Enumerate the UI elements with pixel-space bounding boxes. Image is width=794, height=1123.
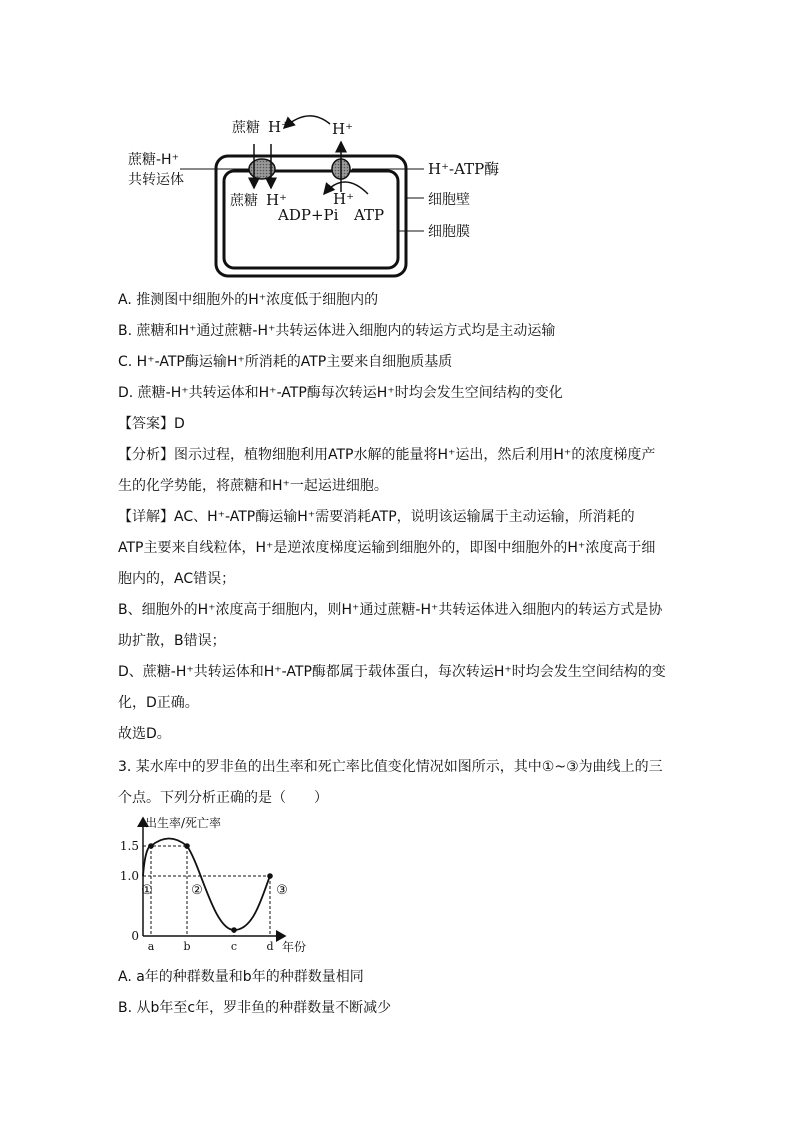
y-tick-label: 1.0 bbox=[119, 869, 139, 883]
q2-conclusion: 故选D。 bbox=[118, 726, 171, 742]
ratio-chart bbox=[115, 812, 315, 960]
label-adp: ADP+Pi bbox=[278, 206, 339, 224]
q2-detail-line-6: D、蔗糖-H⁺共转运体和H⁺-ATP酶都属于载体蛋白，每次转运H⁺时均会发生空间结构的变 bbox=[118, 664, 666, 680]
q2-analysis-line-2: 生的化学势能，将蔗糖和H⁺一起运进细胞。 bbox=[118, 478, 388, 494]
label-h-top: H⁺ bbox=[332, 120, 353, 138]
label-cotransporter-1: 蔗糖-H⁺ bbox=[128, 152, 179, 168]
x-tick-label: c bbox=[230, 940, 238, 953]
q2-detail-line-2: ATP主要来自线粒体，H⁺是逆浓度梯度运输到细胞外的，即图中细胞外的H⁺浓度高于细 bbox=[118, 540, 656, 556]
q2-option-c: C. H⁺-ATP酶运输H⁺所消耗的ATP主要来自细胞质基质 bbox=[118, 354, 453, 370]
point-marker-3: ③ bbox=[276, 883, 288, 898]
ratio-curve bbox=[143, 839, 270, 931]
label-cotransporter-2: 共转运体 bbox=[128, 172, 184, 188]
h-cycle-arrow bbox=[284, 116, 330, 128]
data-point-d bbox=[267, 873, 273, 879]
q2-option-a: A. 推测图中细胞外的H⁺浓度低于细胞内的 bbox=[118, 292, 379, 308]
x-tick-label: d bbox=[266, 940, 274, 953]
transport-diagram-svg bbox=[118, 112, 538, 287]
point-marker-1: ① bbox=[141, 883, 153, 898]
q2-detail-line-3: 胞内的，AC错误； bbox=[118, 571, 236, 587]
label-h-inner: H⁺ bbox=[333, 190, 354, 208]
x-axis-label: 年份 bbox=[282, 940, 307, 954]
ratio-chart-svg bbox=[115, 812, 315, 960]
q3-stem-line-2: 个点。下列分析正确的是（ ） bbox=[118, 790, 328, 806]
label-membrane: 细胞膜 bbox=[428, 224, 470, 240]
y-tick-label: 1.5 bbox=[119, 839, 139, 853]
x-tick-label: a bbox=[147, 940, 155, 953]
q2-analysis-line-1: 【分析】图示过程，植物细胞利用ATP水解的能量将H⁺运出，然后利用H⁺的浓度梯度产 bbox=[118, 447, 656, 463]
label-h-in: H⁺ bbox=[266, 191, 287, 209]
data-point-a bbox=[148, 843, 154, 849]
q2-option-d: D. 蔗糖-H⁺共转运体和H⁺-ATP酶每次转运H⁺时均会发生空间结构的变化 bbox=[118, 385, 563, 401]
q3-option-b: B. 从b年至c年，罗非鱼的种群数量不断减少 bbox=[118, 1000, 392, 1016]
y-tick-label: 0 bbox=[131, 929, 139, 943]
q2-detail-line-7: 化，D正确。 bbox=[118, 695, 199, 711]
x-tick-label: b bbox=[183, 940, 191, 953]
label-h-out: H⁺ bbox=[268, 118, 289, 136]
q3-stem-line-1: 3. 某水库中的罗非鱼的出生率和死亡率比值变化情况如图所示，其中①~③为曲线上的三 bbox=[118, 759, 663, 775]
chart-points bbox=[148, 843, 273, 933]
data-point-c bbox=[231, 927, 237, 933]
q2-detail-line-1: 【详解】AC、H⁺-ATP酶运输H⁺需要消耗ATP，说明该运输属于主动运输，所消耗的 bbox=[118, 509, 635, 525]
y-axis-label: 出生率/死亡率 bbox=[145, 816, 222, 830]
label-sucrose-in: 蔗糖 bbox=[230, 193, 258, 209]
q2-option-b: B. 蔗糖和H⁺通过蔗糖-H⁺共转运体进入细胞内的转运方式均是主动运输 bbox=[118, 323, 556, 339]
chart-labels bbox=[120, 815, 306, 954]
q2-answer: 【答案】D bbox=[118, 416, 185, 432]
transport-diagram bbox=[118, 112, 538, 287]
label-atp: ATP bbox=[354, 206, 385, 224]
q3-option-a: A. a年的种群数量和b年的种群数量相同 bbox=[118, 969, 364, 985]
q2-detail-line-4: B、细胞外的H⁺浓度高于细胞内，则H⁺通过蔗糖-H⁺共转运体进入细胞内的转运方式是协 bbox=[118, 602, 663, 618]
q2-detail-line-5: 助扩散，B错误； bbox=[118, 633, 226, 649]
label-atpase: H⁺-ATP酶 bbox=[428, 160, 500, 178]
point-marker-2: ② bbox=[191, 883, 203, 898]
label-wall: 细胞壁 bbox=[428, 192, 470, 208]
chart-axes bbox=[143, 818, 285, 936]
label-sucrose-out: 蔗糖 bbox=[232, 120, 260, 136]
data-point-b bbox=[184, 843, 190, 849]
